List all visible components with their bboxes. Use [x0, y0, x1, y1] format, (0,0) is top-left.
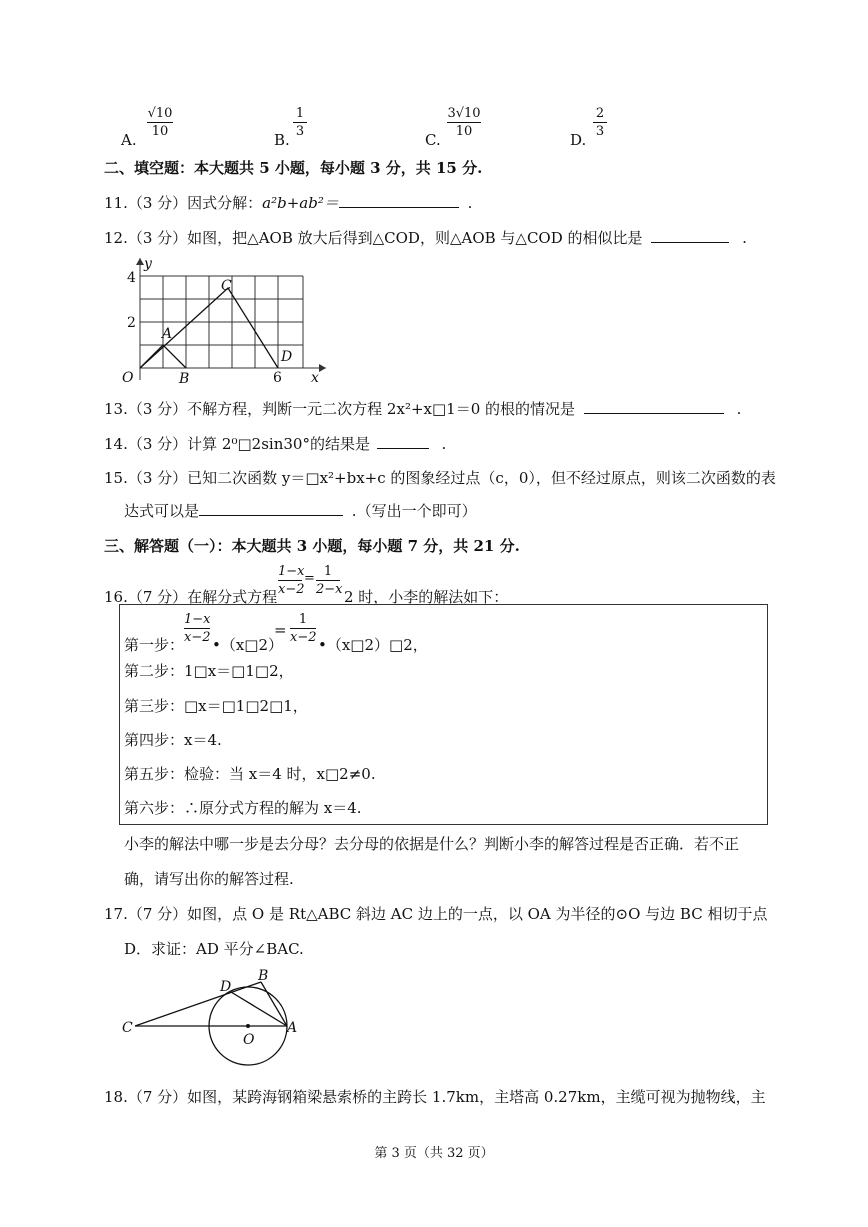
- step-1-end: •（x□2）□2，: [318, 636, 428, 654]
- q16-after: 2 时，小李的解法如下：: [344, 588, 509, 606]
- fraction-numerator: 2: [595, 106, 605, 121]
- q16-prefix: 16.（7 分）在解分式方程: [104, 588, 278, 606]
- fraction-denominator: x−2: [184, 630, 211, 645]
- step-1-fraction-left: [184, 613, 210, 644]
- option-c-label: C.: [425, 131, 441, 149]
- tick-4: 4: [127, 270, 136, 286]
- q11-expr: a²b+ab²＝: [262, 194, 339, 212]
- figure-12: [118, 252, 338, 387]
- point-o-label: O: [243, 1032, 255, 1048]
- q11-suffix: .: [467, 194, 473, 212]
- q11-prefix: 11.（3 分）因式分解：: [104, 194, 263, 212]
- fraction-numerator: 1−x: [278, 564, 305, 579]
- q12-suffix: .: [742, 229, 747, 247]
- q12-answer-blank: [651, 228, 729, 243]
- step-1-middle: •（x□2）: [212, 636, 284, 654]
- step-1-label: 第一步：: [124, 636, 185, 654]
- q16-equals: =: [304, 571, 315, 586]
- step-3: 第三步：□x＝□1□2□1，: [124, 697, 308, 715]
- fraction-denominator: 2−x: [316, 582, 343, 597]
- step-4: 第四步：x＝4.: [124, 731, 222, 749]
- fraction-denominator: x−2: [278, 582, 305, 597]
- fraction-denominator: x−2: [290, 630, 317, 645]
- fraction-numerator: 3√10: [447, 106, 481, 121]
- q16-fraction-left: [278, 564, 305, 597]
- fraction-numerator: 1−x: [184, 612, 211, 627]
- fraction-numerator: 1: [295, 106, 305, 121]
- question-18-line-1: 18.（7 分）如图，某跨海钢箱梁悬索桥的主跨长 1.7km，主塔高 0.27km，主缆可视为抛物线，主: [104, 1088, 766, 1106]
- option-d-fraction: [593, 107, 607, 138]
- fraction-denominator: 3: [595, 124, 605, 139]
- fraction-numerator: 1: [298, 612, 308, 627]
- option-b-label: B.: [274, 131, 290, 149]
- q14-suffix: .: [441, 435, 447, 453]
- step-6: 第六步：∴原分式方程的解为 x＝4.: [124, 799, 362, 817]
- origin-label: O: [122, 370, 134, 386]
- question-17-line-1: 17.（7 分）如图，点 O 是 Rt△ABC 斜边 AC 边上的一点，以 OA 为半径的⊙O 与边 BC 相切于点: [104, 905, 768, 923]
- option-a-fraction: [147, 107, 173, 138]
- page-footer: 第 3 页（共 32 页）: [374, 1146, 494, 1161]
- q16-question-line-1: 小李的解法中哪一步是去分母？去分母的依据是什么？判断小李的解答过程是否正确．若不正: [124, 835, 740, 853]
- center-point: [246, 1024, 250, 1028]
- point-a-label: A: [287, 1020, 298, 1036]
- option-c-fraction: [447, 107, 481, 138]
- question-14: [104, 433, 446, 454]
- figure-17: [118, 962, 318, 1074]
- question-15-line-2: [124, 500, 477, 521]
- point-b-label: B: [179, 371, 190, 387]
- q13-text: 13.（3 分）不解方程，判断一元二次方程 2x²+x□1＝0 的根的情况是: [104, 400, 576, 418]
- fraction-denominator: 3: [295, 124, 305, 139]
- tick-2: 2: [127, 315, 136, 331]
- option-d-label: D.: [570, 131, 587, 149]
- point-b-label: B: [258, 968, 269, 984]
- q15-line2-prefix: 达式可以是: [124, 502, 200, 520]
- point-c-label: C: [122, 1020, 133, 1036]
- y-axis-label: y: [144, 256, 152, 272]
- x-axis-arrow: [319, 364, 326, 372]
- step-1-equals: =: [274, 621, 287, 639]
- fraction-numerator: 1: [323, 564, 333, 579]
- question-15-line-1: 15.（3 分）已知二次函数 y＝□x²+bx+c 的图象经过点（c，0），但不经过原点，则该二次函数的表: [104, 469, 776, 487]
- option-b-fraction: [293, 107, 307, 138]
- q16-fraction-right: [316, 564, 343, 597]
- segment-cb: [135, 982, 261, 1026]
- step-5: 第五步：检验：当 x＝4 时，x□2≠0.: [124, 765, 376, 783]
- section-2-heading: 二、填空题：本大题共 5 小题，每小题 3 分，共 15 分.: [104, 159, 483, 177]
- q13-answer-blank: [584, 399, 724, 414]
- question-13: [104, 398, 741, 419]
- step-2: 第二步：1□x＝□1□2，: [124, 662, 294, 680]
- point-d-label: D: [281, 349, 293, 365]
- question-12: [104, 227, 747, 248]
- q14-answer-blank: [377, 434, 429, 449]
- fraction-denominator: 10: [151, 124, 169, 139]
- q14-text: 14.（3 分）计算 2⁰□2sin30°的结果是: [104, 435, 370, 453]
- segment-da: [231, 992, 287, 1026]
- option-a-label: A.: [121, 131, 137, 149]
- x-axis-label: x: [311, 370, 319, 386]
- question-11: [104, 192, 472, 213]
- fraction-denominator: 10: [455, 124, 473, 139]
- q13-suffix: .: [736, 400, 742, 418]
- q12-text: 12.（3 分）如图，把△AOB 放大后得到△COD，则△AOB 与△COD 的相似比是: [104, 229, 643, 247]
- question-17-line-2: D．求证：AD 平分∠BAC.: [124, 940, 304, 958]
- segment-ba: [261, 982, 287, 1026]
- y-axis-arrow: [136, 258, 144, 265]
- section-3-heading: 三、解答题（一）：本大题共 3 小题，每小题 7 分，共 21 分.: [104, 537, 520, 555]
- fraction-numerator: √10: [147, 106, 173, 121]
- point-d-label: D: [220, 979, 232, 995]
- step-1-fraction-right: [290, 613, 316, 644]
- point-a-label: A: [162, 326, 173, 342]
- q16-question-line-2: 确，请写出你的解答过程.: [124, 870, 294, 888]
- q11-answer-blank: [339, 193, 459, 208]
- point-c-label: C: [221, 278, 232, 294]
- q15-answer-blank: [199, 501, 343, 516]
- q15-line2-suffix: .（写出一个即可）: [351, 502, 477, 520]
- tick-6: 6: [273, 370, 282, 386]
